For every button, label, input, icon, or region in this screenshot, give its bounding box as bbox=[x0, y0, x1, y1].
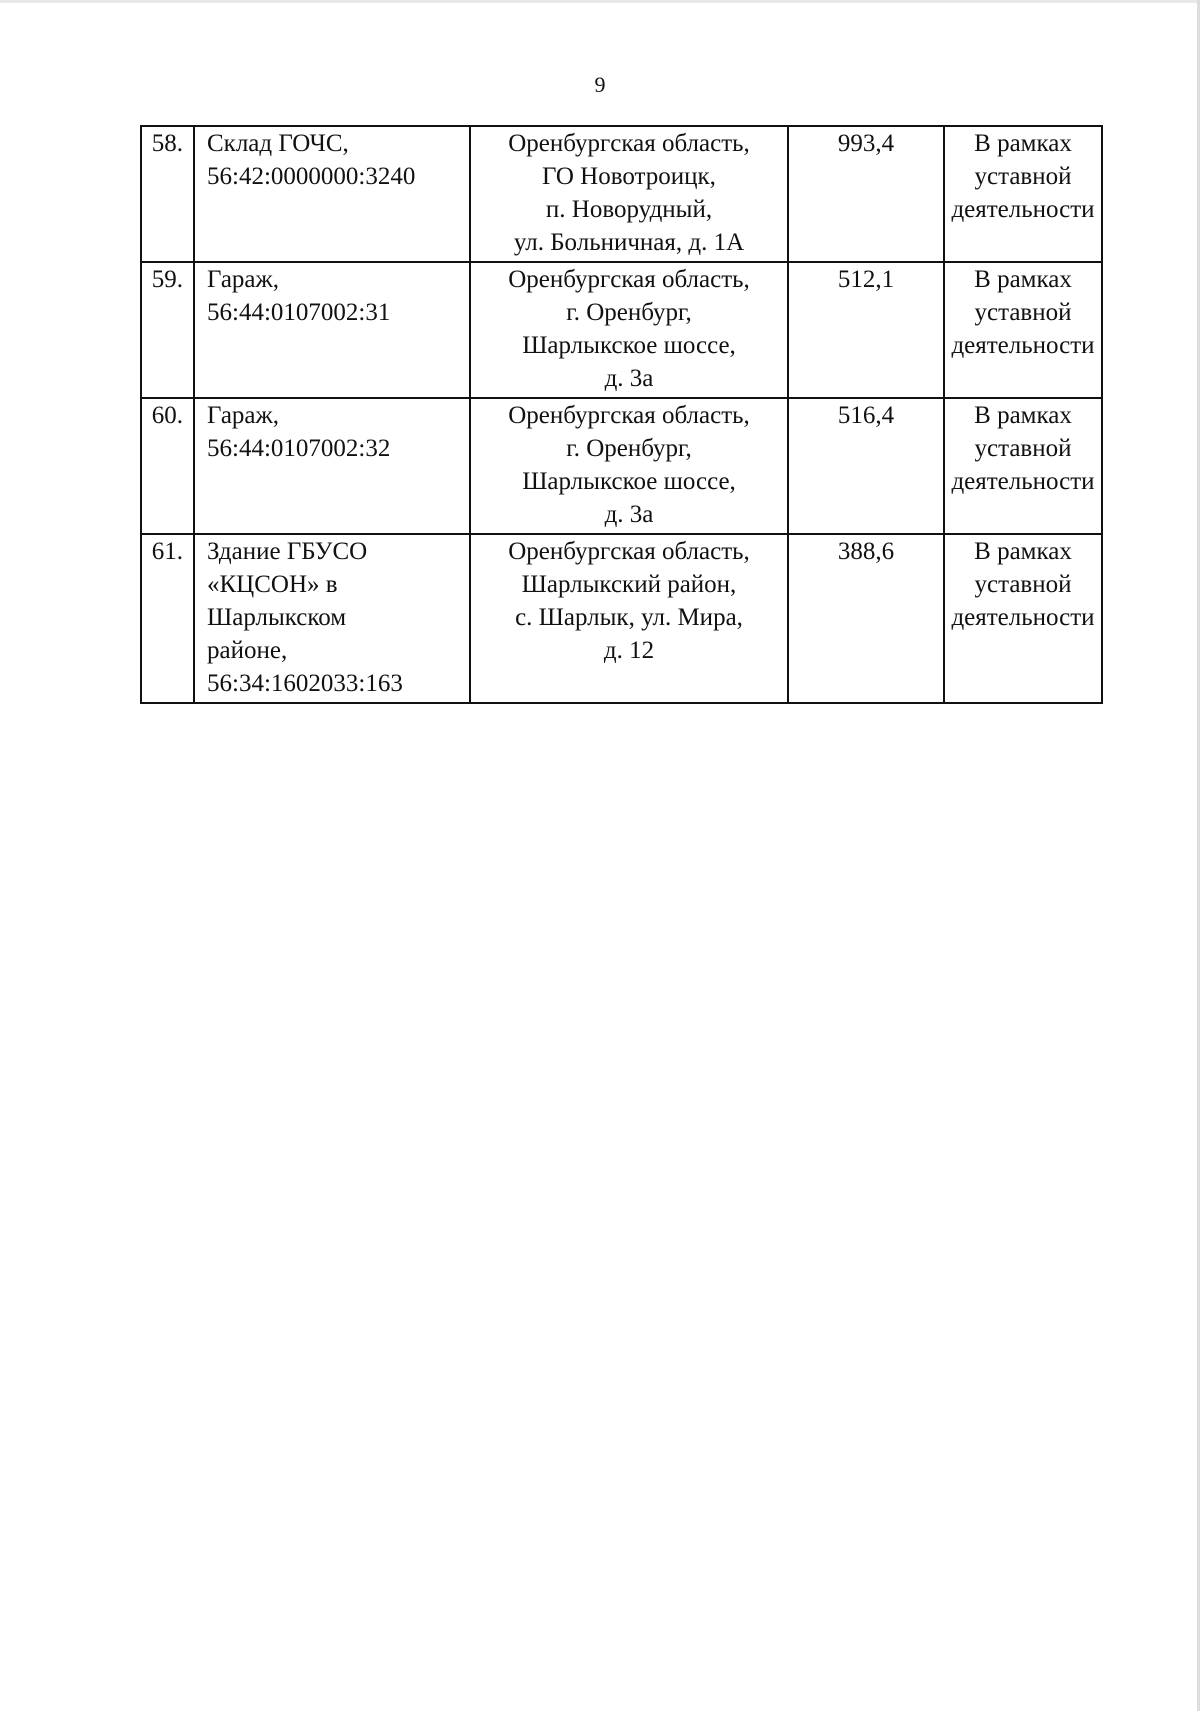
object-cadastral-number: 56:42:0000000:3240 bbox=[207, 163, 416, 190]
purpose-line: уставной bbox=[974, 571, 1072, 598]
object-name-line: Здание ГБУСО bbox=[207, 538, 368, 565]
purpose-line: деятельности bbox=[951, 468, 1095, 495]
address-line: Шарлыкское шоссе, bbox=[522, 468, 736, 495]
scan-edge-top bbox=[0, 0, 1200, 3]
address-line: Оренбургская область, bbox=[508, 266, 750, 293]
address-line: ГО Новотроицк, bbox=[542, 163, 716, 190]
address-line: Оренбургская область, bbox=[508, 402, 750, 429]
object-name-line: Гараж, bbox=[207, 402, 280, 429]
purpose-line: деятельности bbox=[951, 332, 1095, 359]
object-name-line: районе, bbox=[207, 637, 288, 664]
table-row bbox=[141, 126, 1102, 262]
object-cadastral-number: 56:44:0107002:31 bbox=[207, 299, 391, 326]
object-address bbox=[470, 262, 788, 398]
purpose-line: В рамках bbox=[974, 130, 1072, 157]
object-name-line: Гараж, bbox=[207, 266, 280, 293]
object-address bbox=[470, 398, 788, 534]
purpose-line: уставной bbox=[974, 163, 1072, 190]
object-purpose bbox=[944, 398, 1102, 534]
object-area: 516,4 bbox=[788, 398, 944, 534]
object-area: 512,1 bbox=[788, 262, 944, 398]
object-name bbox=[194, 398, 470, 534]
address-line: Шарлыкское шоссе, bbox=[522, 332, 736, 359]
object-purpose bbox=[944, 534, 1102, 703]
object-cadastral-number: 56:34:1602033:163 bbox=[207, 670, 403, 697]
row-number: 59. bbox=[141, 262, 194, 398]
row-number: 60. bbox=[141, 398, 194, 534]
purpose-line: В рамках bbox=[974, 402, 1072, 429]
purpose-line: уставной bbox=[974, 435, 1072, 462]
object-name bbox=[194, 534, 470, 703]
object-address bbox=[470, 126, 788, 262]
purpose-line: В рамках bbox=[974, 266, 1072, 293]
purpose-line: В рамках bbox=[974, 538, 1072, 565]
object-name bbox=[194, 262, 470, 398]
table-row bbox=[141, 534, 1102, 703]
object-cadastral-number: 56:44:0107002:32 bbox=[207, 435, 391, 462]
object-purpose bbox=[944, 126, 1102, 262]
object-name-line: «КЦСОН» в bbox=[207, 571, 338, 598]
row-number: 61. bbox=[141, 534, 194, 703]
address-line: г. Оренбург, bbox=[566, 299, 692, 326]
object-purpose bbox=[944, 262, 1102, 398]
address-line: г. Оренбург, bbox=[566, 435, 692, 462]
object-name-line: Шарлыкском bbox=[207, 604, 347, 631]
table-row bbox=[141, 398, 1102, 534]
address-line: Шарлыкский район, bbox=[521, 571, 737, 598]
address-line: ул. Больничная, д. 1А bbox=[513, 229, 745, 256]
row-number: 58. bbox=[141, 126, 194, 262]
page-number: 9 bbox=[594, 72, 606, 97]
address-line: Оренбургская область, bbox=[508, 130, 750, 157]
purpose-line: деятельности bbox=[951, 196, 1095, 223]
purpose-line: уставной bbox=[974, 299, 1072, 326]
object-area: 388,6 bbox=[788, 534, 944, 703]
table-row bbox=[141, 262, 1102, 398]
address-line: д. 3а bbox=[604, 365, 654, 392]
address-line: д. 3а bbox=[604, 501, 654, 528]
object-name bbox=[194, 126, 470, 262]
object-name-line: Склад ГОЧС, bbox=[207, 130, 349, 157]
purpose-line: деятельности bbox=[951, 604, 1095, 631]
object-area: 993,4 bbox=[788, 126, 944, 262]
address-line: д. 12 bbox=[603, 637, 655, 664]
address-line: п. Новорудный, bbox=[545, 196, 713, 223]
address-line: с. Шарлык, ул. Мира, bbox=[515, 604, 743, 631]
property-table bbox=[140, 125, 1103, 704]
object-address bbox=[470, 534, 788, 703]
address-line: Оренбургская область, bbox=[508, 538, 750, 565]
